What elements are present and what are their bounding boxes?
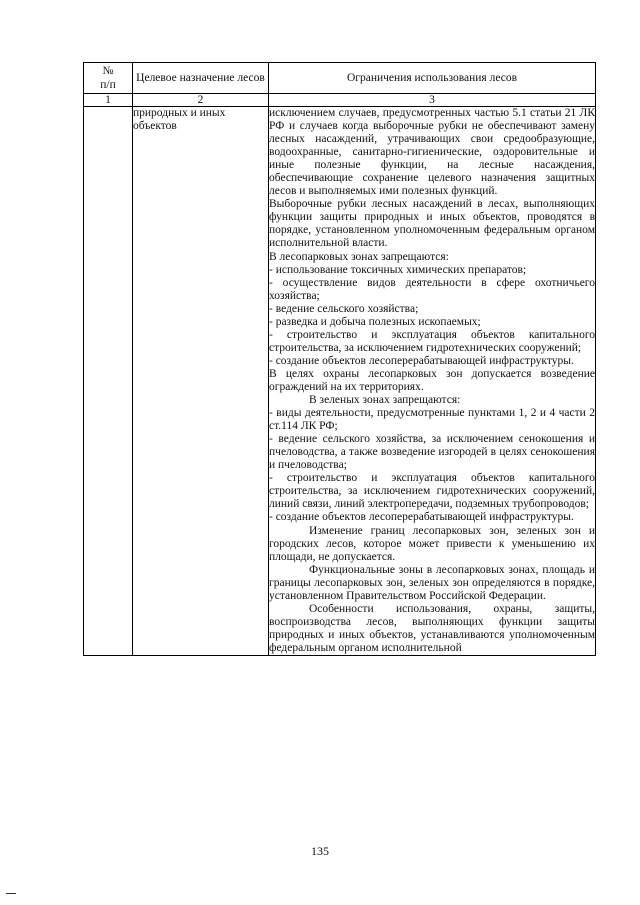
row-number-cell — [84, 107, 133, 656]
column-number-2: 2 — [133, 94, 269, 107]
header-row — [84, 63, 596, 94]
restriction-paragraph: - создание объектов лесоперерабатывающей инфраструктуры. — [269, 511, 574, 524]
restriction-paragraph: В зеленых зонах запрещаются: — [309, 394, 461, 407]
column-number-3: 3 — [269, 94, 596, 107]
column-number-row — [84, 94, 596, 107]
restriction-paragraph: Выборочные рубки лесных насаждений в лесах, выполняющих функции защиты природных и иных объектов, проводятся в порядке, установленном уполномоченным федеральным органом исполнительной власти. — [269, 198, 595, 250]
restriction-paragraph: В целях охраны лесопарковых зон допускается возведение ограждений на их территориях. — [269, 367, 595, 393]
header-restrictions — [269, 63, 596, 94]
header-purpose-text: Целевое назначение лесов — [136, 72, 265, 84]
header-restrictions-text: Ограничения использования лесов — [346, 72, 518, 84]
restrictions-cell — [269, 107, 596, 656]
restriction-paragraph: исключением случаев, предусмотренных частью 5.1 статьи 21 ЛК РФ и случаев когда выборочные рубки не обеспечивают замену лесных насаждений, утрачивающих свои средообразующие, водоохранные, санитарно-гигиенические, оздоровительные и иные полезные функции, на лесные насаждения, обеспечивающие сохранение целевого назначения защитных лесов и выполняемых ими полезных функций. — [269, 107, 595, 198]
header-number — [84, 63, 133, 94]
restriction-paragraph: Изменение границ лесопарковых зон, зеленых зон и городских лесов, которое может привести к уменьшению их площади, не допускается. — [269, 524, 595, 563]
scan-mark — [6, 893, 16, 894]
table-row — [84, 107, 596, 656]
page-number: 135 — [311, 844, 329, 858]
restriction-paragraph: Особенности использования, охраны, защиты, воспроизводства лесов, выполняющих функции защиты природных и иных объектов, устанавливаются уполномоченным федеральным органом исполнительной — [269, 602, 595, 654]
purpose-cell: природных и иных объектов — [133, 107, 269, 656]
restriction-paragraph: - строительство и эксплуатация объектов капитального строительства, за исключением гидротехнических сооружений; — [269, 328, 595, 354]
restriction-paragraph: - ведение сельского хозяйства, за исключением сенокошения и пчеловодства, а также возведение изгородей в целях сенокошения и пчеловодства; — [269, 433, 595, 472]
restriction-paragraph: - создание объектов лесоперерабатывающей инфраструктуры. — [269, 354, 574, 367]
restriction-paragraph: - ведение сельского хозяйства; — [269, 302, 419, 315]
restriction-paragraph: Функциональные зоны в лесопарковых зонах, площадь и границы лесопарковых зон, зеленых зон определяются в порядке, установленном Правительством Российской Федерации. — [269, 563, 595, 602]
restriction-paragraph: - осуществление видов деятельности в сфере охотничьего хозяйства; — [269, 276, 595, 302]
header-purpose — [133, 63, 269, 94]
restriction-paragraph: - строительство и эксплуатация объектов капитального строительства, за исключением гидротехнических сооружений, линий связи, линий электропередачи, подземных трубопроводов; — [269, 472, 595, 511]
restrictions-table — [83, 62, 596, 656]
restriction-paragraph: - разведка и добыча полезных ископаемых; — [269, 315, 481, 328]
restriction-paragraph: В лесопарковых зонах запрещаются: — [269, 250, 449, 263]
restriction-paragraph: - виды деятельности, предусмотренные пунктами 1, 2 и 4 части 2 ст.114 ЛК РФ; — [269, 407, 595, 433]
header-number-text: № п/п — [100, 65, 116, 91]
column-number-1: 1 — [84, 94, 133, 107]
restriction-paragraph: - использование токсичных химических препаратов; — [269, 263, 527, 276]
